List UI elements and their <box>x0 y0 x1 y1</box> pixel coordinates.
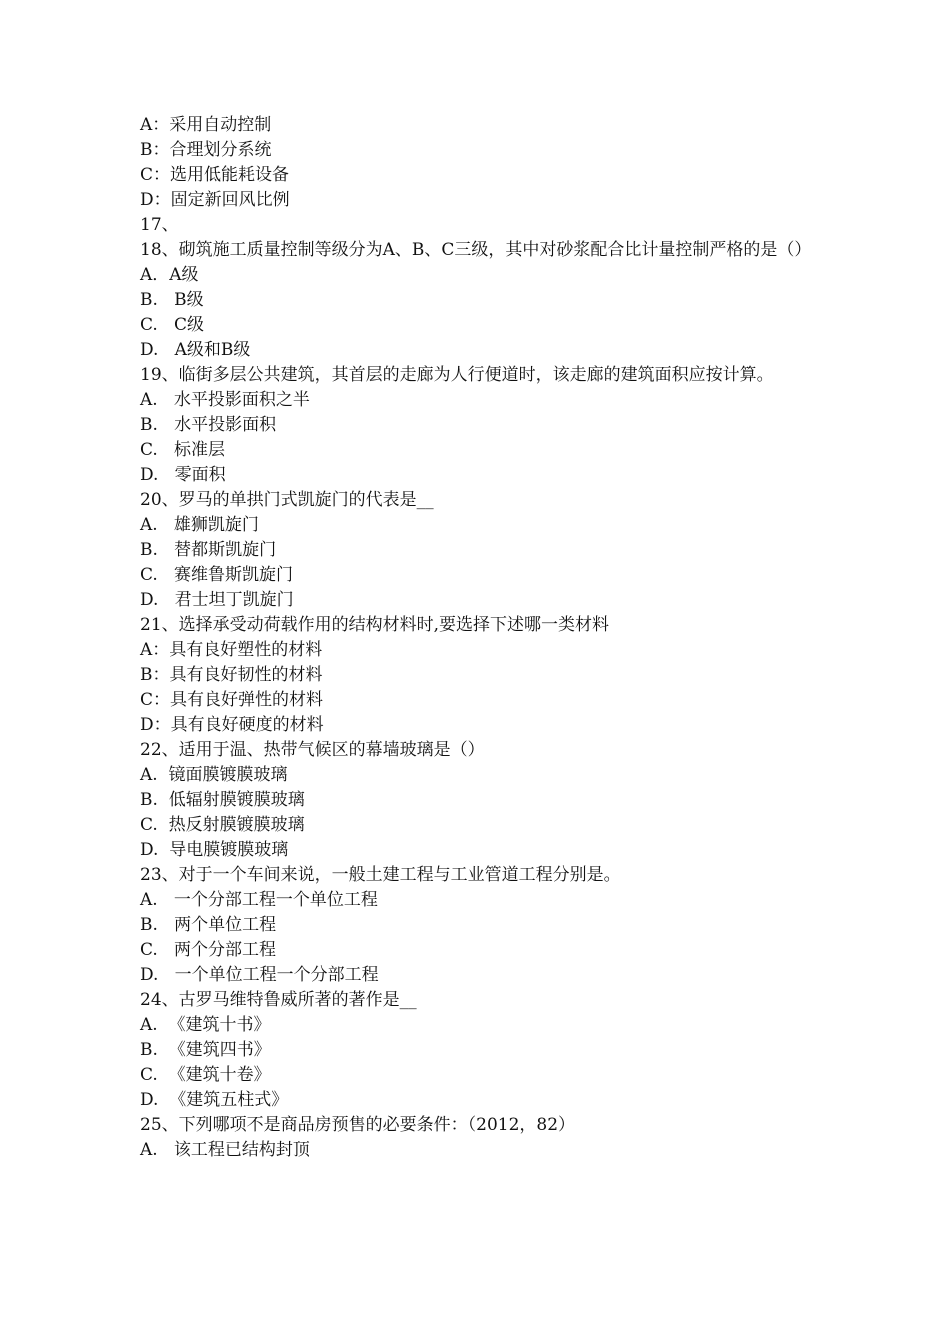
answer-option: B. B级 <box>140 290 204 310</box>
answer-option: D. 导电膜镀膜玻璃 <box>140 840 289 860</box>
answer-option: B：具有良好韧性的材料 <box>140 665 323 685</box>
answer-option: D. 一个单位工程一个分部工程 <box>140 965 379 985</box>
question-text: 23、对于一个车间来说，一般土建工程与工业管道工程分别是。 <box>140 865 621 885</box>
answer-option: C. 两个分部工程 <box>140 940 277 960</box>
question-text: 25、下列哪项不是商品房预售的必要条件：（2012，82） <box>140 1115 576 1135</box>
question-text: 18、砌筑施工质量控制等级分为A、B、C三级，其中对砂浆配合比计量控制严格的是（） <box>140 240 812 260</box>
answer-option: C：具有良好弹性的材料 <box>140 690 324 710</box>
question-text: 24、古罗马维特鲁威所著的著作是__ <box>140 990 417 1010</box>
answer-option: D. 《建筑五柱式》 <box>140 1090 289 1110</box>
answer-option: D. A级和B级 <box>140 340 251 360</box>
question-text: 20、罗马的单拱门式凯旋门的代表是__ <box>140 490 434 510</box>
answer-option: A. 该工程已结构封顶 <box>140 1140 310 1160</box>
answer-option: C：选用低能耗设备 <box>140 165 290 185</box>
answer-option: B. 替都斯凯旋门 <box>140 540 277 560</box>
answer-option: D：固定新回风比例 <box>140 190 290 210</box>
answer-option: C. 赛维鲁斯凯旋门 <box>140 565 294 585</box>
answer-option: B. 低辐射膜镀膜玻璃 <box>140 790 305 810</box>
answer-option: A：具有良好塑性的材料 <box>140 640 323 660</box>
answer-option: C. 《建筑十卷》 <box>140 1065 271 1085</box>
answer-option: B. 水平投影面积 <box>140 415 277 435</box>
document-body <box>140 113 820 1163</box>
answer-option: A：采用自动控制 <box>140 115 272 135</box>
answer-option: C. C级 <box>140 315 205 335</box>
answer-option: D：具有良好硬度的材料 <box>140 715 324 735</box>
answer-option: B. 两个单位工程 <box>140 915 277 935</box>
answer-option: B：合理划分系统 <box>140 140 272 160</box>
question-text: 19、临街多层公共建筑，其首层的走廊为人行便道时，该走廊的建筑面积应按计算。 <box>140 365 774 385</box>
answer-option: A. 雄狮凯旋门 <box>140 515 259 535</box>
answer-option: A．A级 <box>140 265 199 285</box>
answer-option: C. 标准层 <box>140 440 226 460</box>
answer-option: D. 零面积 <box>140 465 226 485</box>
question-text: 17、 <box>140 215 179 235</box>
answer-option: A. 一个分部工程一个单位工程 <box>140 890 378 910</box>
answer-option: C. 热反射膜镀膜玻璃 <box>140 815 305 835</box>
answer-option: A. 镜面膜镀膜玻璃 <box>140 765 288 785</box>
question-text: 21、选择承受动荷载作用的结构材料时,要选择下述哪一类材料 <box>140 615 610 635</box>
answer-option: B. 《建筑四书》 <box>140 1040 271 1060</box>
question-text: 22、适用于温、热带气候区的幕墙玻璃是（） <box>140 740 485 760</box>
answer-option: D. 君士坦丁凯旋门 <box>140 590 294 610</box>
answer-option: A. 《建筑十书》 <box>140 1015 271 1035</box>
answer-option: A. 水平投影面积之半 <box>140 390 310 410</box>
